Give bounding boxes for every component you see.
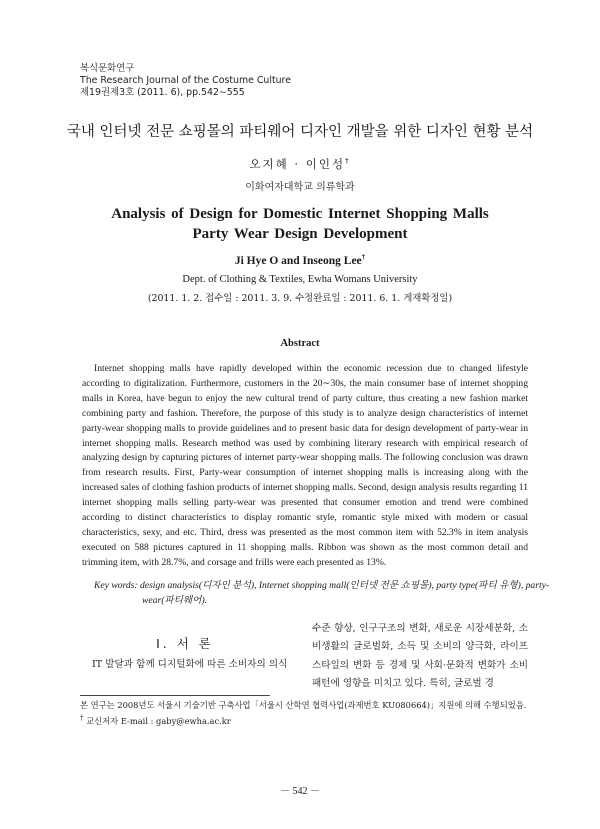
corresponding-mark: †: [345, 157, 351, 166]
journal-name-ko: 복식문화연구: [80, 63, 135, 74]
abstract-heading: Abstract: [280, 338, 320, 349]
footnote-mark: †: [80, 714, 84, 722]
authors-english: [0, 253, 600, 267]
authors-korean-names: 오지혜 · 이인성: [249, 157, 346, 171]
title-english: [0, 204, 600, 244]
page-number: － 542 －: [280, 786, 320, 797]
footnote-divider: [80, 695, 270, 696]
footnote-email: [80, 712, 530, 727]
footnotes: [80, 699, 530, 727]
submission-dates: (2011. 1. 2. 접수일 : 2011. 3. 9. 수정완료일 : 2011. 6. 1. 게재확정일): [147, 293, 453, 304]
body-right-column: 수준 향상, 인구구조의 변화, 새로운 시장세분화, 소비생활의 글로벌화, 소득 및 소비의 양극화, 라이프스타일의 변화 등 경제 및 사회·문화적 변화가 소비 패턴에 영향을 미치고 있다. 특히, 글로벌 경: [312, 623, 528, 690]
section-heading-introduction: Ⅰ. 서 론: [156, 636, 214, 651]
department-english: Dept. of Clothing & Textiles, Ewha Womans University: [182, 274, 418, 285]
footnote-funding: 본 연구는 2008년도 서울시 기술기반 구축사업「서울시 산학연 협력사업(과제번호 KU080664)」지원에 의해 수행되었음.: [80, 700, 527, 710]
title-english-line1: Analysis of Design for Domestic Internet Shopping Malls: [111, 206, 489, 222]
journal-name-en: The Research Journal of the Costume Culture: [80, 75, 291, 86]
title-english-line2: Party Wear Design Development: [192, 226, 408, 242]
corresponding-mark-en: †: [361, 253, 366, 261]
title-korean: 국내 인터넷 전문 쇼핑몰의 파티웨어 디자인 개발을 위한 디자인 현황 분석: [66, 124, 534, 140]
body-left-column: IT 발달과 함께 디지털화에 따른 소비자의 의식: [92, 659, 288, 670]
authors-korean: [0, 156, 600, 172]
affiliation-korean: 이화여자대학교 의류학과: [245, 182, 355, 193]
abstract-text: Internet shopping malls have rapidly developed within the economic recession due to changed lifestyle according to digitalization. Furthermore, customers in the 20∼30s, the main consumer base of internet shopping malls in Korea, have begun to enjoy the new cultural trend of party culture, thus creating a new fashion market combining party and fashion. Therefore, the purpose of this study is to analyze design characteristics of internet party-wear shopping malls to provide guidelines and to present basic data for design development of party-wear in internet shopping malls. Research method was used by combining literary research with empirical research of analyzing design by capturing pictures of internet party-wear shopping malls. The following conclusion was drawn from research results. First, Party-wear consumption of internet shopping malls is increasing along with the increased sales of clothing fashion products of internet shopping malls. Second, design analysis results regarding 11 internet shopping malls selling party-wear was presented that consumer emotion and trend were combined according to distinct characteristics to display romantic style, romantic style mixed with modern or casual characteristics, sexy, and etc. Third, dress was presented as the most common item with 52.3% in item analysis executed on 588 pictures captured in 11 shopping malls. Ribbon was shown as the most common detail and trimming item, with 28.7%, and corsage and frills were each presented as 13%.: [82, 363, 528, 568]
keywords: Key words: design analysis(디자인 분석), Internet shopping mall(인터넷 전문 쇼핑몰), party type(파티 유형), party-wear(파티웨어).: [94, 580, 550, 606]
journal-issue: 제19권제3호 (2011. 6), pp.542∼555: [80, 87, 245, 98]
footnote-email-text: 교신저자 E-mail : gaby@ewha.ac.kr: [86, 715, 231, 726]
authors-english-names: Ji Hye O and Inseong Lee: [234, 254, 362, 267]
journal-header: [80, 63, 291, 99]
